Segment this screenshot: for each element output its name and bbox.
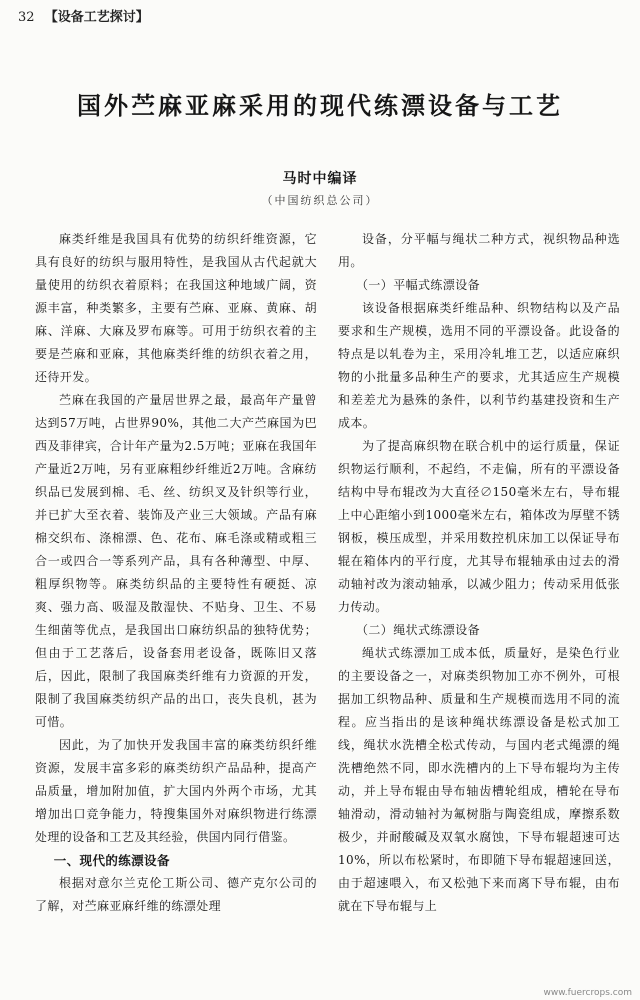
paragraph: 该设备根据麻类纤维品种、织物结构以及产品要求和生产规模，选用不同的平漂设备。此设备的特点是以轧卷为主，采用冷轧堆工艺，以适应麻织物的小批量多品种生产的要求，尤其适应生产规模和差差尤为悬殊的条件，以利节约基建投资和生产成本。 — [338, 301, 620, 430]
page-header — [18, 6, 149, 25]
section-heading: （一）平幅式练漂设备 — [356, 278, 481, 292]
affiliation-line: （中国纺织总公司） — [261, 194, 379, 207]
section-tag: 【设备工艺探讨】 — [44, 10, 149, 25]
paragraph: 麻类纤维是我国具有优势的纺织纤维资源，它具有良好的纺织与服用特性，是我国从古代起就大量使用的纺织衣着原料；在我国这种地域广阔，资源丰富，种类繁多，主要有苎麻、亚麻、黄麻、胡麻、洋麻、大麻及罗布麻等。可用于纺织衣着的主要是苎麻和亚麻，其他麻类纤维的纺织衣着之用，还待开发。 — [35, 232, 317, 384]
author-line: 马时中编译 — [282, 171, 358, 187]
paragraph: 根据对意尔兰克伦工斯公司、德产克尔公司的了解，对苎麻亚麻纤维的练漂处理 — [35, 876, 317, 913]
paragraph: 因此，为了加快开发我国丰富的麻类纺织纤维资源，发展丰富多彩的麻类纺织产品品种，提高产品质量，增加附加值，扩大国内外两个市场，尤其增加出口竞争能力，特搜集国外对麻织物进行练漂处理的设备和工艺及其经验，供国内同行借鉴。 — [35, 738, 317, 844]
page-number: 32 — [18, 10, 35, 25]
section-heading: （二）绳状式练漂设备 — [356, 623, 481, 637]
paragraph: 设备，分平幅与绳状二种方式，视织物品种选用。 — [338, 232, 620, 269]
paragraph: 苎麻在我国的产量居世界之最，最高年产量曾达到57万吨，占世界90%，其他二大产苎麻国为巴西及菲律宾，合计年产量为2.5万吨；亚麻在我国年产量近2万吨，另有亚麻粗纱纤维近2万吨。含麻纺织品已发展到棉、毛、丝、纺织叉及针织等行业，并已扩大至衣着、装饰及产业三大领域。产品有麻棉交织布、涤棉漂、色、花布、麻毛涤或精或粗三合一或四合一等系列产品，具有各种薄型、中厚、粗厚织物等。麻类纺织品的主要特性有硬挺、凉爽、强力高、吸湿及散湿快、不贴身、卫生、不易生细菌等优点，是我国出口麻纺织品的独特优势；但由于工艺落后，设备套用老设备，既陈旧又落后，因此，限制了我国麻类纤维有力资源的开发，限制了我国麻类纺织产品的出口，丧失良机，甚为可惜。 — [35, 393, 317, 729]
paragraph: 为了提高麻织物在联合机中的运行质量，保证织物运行顺利，不起绉，不走偏，所有的平漂设备结构中导布辊改为大直径∅150毫米左右，导布辊上中心距缩小到1000毫米左右，箱体改为厚壁不锈钢板，模压成型，并采用数控机床加工以保证导布辊在箱体内的平行度，尤其导布辊轴承由过去的滑动轴衬改为滚动轴承，以减少阻力；传动采用低张力传动。 — [338, 439, 620, 614]
watermark: www.fuercrops.com — [543, 988, 632, 998]
paragraph: 绳状式练漂加工成本低，质量好，是染色行业的主要设备之一，对麻类织物加工亦不例外，可根据加工织物品种、质量和生产规模而选用不同的流程。应当指出的是该种绳状练漂设备是松式加工线，绳状水洗槽全松式传动，与国内老式绳漂的绳洗槽绝然不同，即水洗槽内的上下导布辊均为主传动，并上导布辊由导布轴齿槽轮组成，槽轮在导布轴滑动，滑动轴衬为氟树脂与陶瓷组成，摩擦系数极少，并耐酸碱及双氧水腐蚀，下导布辊超速可达10%，所以布松紧时，布即随下导布辊超速回送，由于超速喂入，布又松弛下来而离下导布辊，由布就在下导布辊与上 — [338, 646, 620, 913]
section-heading: 一、现代的练漂设备 — [53, 853, 170, 868]
left-column — [35, 228, 317, 918]
article-title: 国外苎麻亚麻采用的现代练漂设备与工艺 — [77, 92, 563, 120]
right-column — [338, 228, 620, 918]
